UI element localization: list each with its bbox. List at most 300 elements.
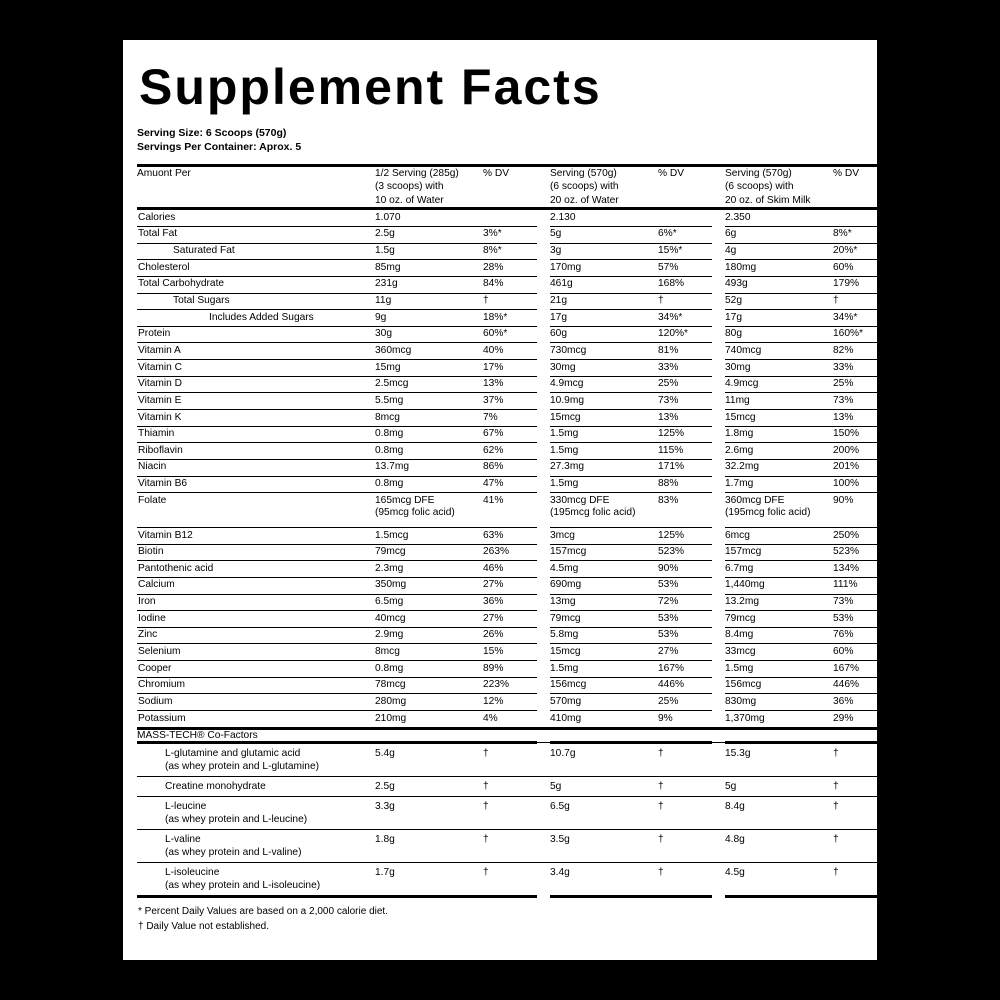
table-row xyxy=(137,276,887,293)
col3-dv: 8%* xyxy=(833,226,887,243)
table-row xyxy=(137,260,887,277)
col1-dv: 18%* xyxy=(483,310,537,327)
col3-amount: 4g xyxy=(725,243,833,260)
cofactor-row xyxy=(137,742,887,776)
col2-dv: 53% xyxy=(658,627,712,644)
nutrient-name: Pantothenic acid xyxy=(137,561,375,578)
col2-amount: 461g xyxy=(550,276,658,293)
cofactor-name: L-glutamine and glutamic acid (as whey protein and L-glutamine) xyxy=(137,742,375,776)
nutrient-name: Iron xyxy=(137,594,375,611)
col3-amount: 15mcg xyxy=(725,410,833,427)
col1-dv: 17% xyxy=(483,360,537,377)
nutrient-name: Biotin xyxy=(137,544,375,561)
col3-dv: 446% xyxy=(833,677,887,694)
col3-amount: 5g xyxy=(725,776,833,796)
col1-amount: 2.3mg xyxy=(375,561,483,578)
col1-amount: 165mcg DFE (95mcg folic acid) xyxy=(375,493,483,522)
col2-amount: 170mg xyxy=(550,260,658,277)
col3-amount: 79mcg xyxy=(725,611,833,628)
col3-dv: 13% xyxy=(833,410,887,427)
table-row xyxy=(137,561,887,578)
col1-amount: 5.5mg xyxy=(375,393,483,410)
table-row xyxy=(137,594,887,611)
col3-dv: 523% xyxy=(833,544,887,561)
col3-dv: 111% xyxy=(833,577,887,594)
col2-dv: 171% xyxy=(658,459,712,476)
col2-dv: 446% xyxy=(658,677,712,694)
col3-amount: 180mg xyxy=(725,260,833,277)
col2-dv: 115% xyxy=(658,443,712,460)
cofactor-name: L-valine (as whey protein and L-valine) xyxy=(137,829,375,862)
table-row xyxy=(137,410,887,427)
col1-dv: 8%* xyxy=(483,243,537,260)
col2-dv: 53% xyxy=(658,577,712,594)
col3-dv: † xyxy=(833,829,887,862)
supplement-facts-panel xyxy=(137,59,865,934)
col1-dv: 60%* xyxy=(483,326,537,343)
col2-dv: 25% xyxy=(658,694,712,711)
nutrient-name: Vitamin D xyxy=(137,376,375,393)
col1-dv: 40% xyxy=(483,343,537,360)
col1-dv: 3%* xyxy=(483,226,537,243)
col3-dv: 134% xyxy=(833,561,887,578)
col1-dv: 7% xyxy=(483,410,537,427)
col1-amount: 78mcg xyxy=(375,677,483,694)
col1-amount: 0.8mg xyxy=(375,476,483,493)
col3-dv: 90% xyxy=(833,493,887,522)
nutrient-name: Saturated Fat xyxy=(137,243,375,260)
col1-dv: † xyxy=(483,863,537,897)
col2-dv: 73% xyxy=(658,393,712,410)
column-1-dv-heading: % DV xyxy=(483,167,510,179)
col1-dv: 41% xyxy=(483,493,537,522)
col3-amount: 157mcg xyxy=(725,544,833,561)
col3-dv: 73% xyxy=(833,594,887,611)
nutrient-name: Calories xyxy=(137,209,375,227)
col3-dv: † xyxy=(833,796,887,829)
col1-dv: 223% xyxy=(483,677,537,694)
col3-dv: † xyxy=(833,293,887,310)
col3-dv: 20%* xyxy=(833,243,887,260)
col2-dv: 125% xyxy=(658,528,712,545)
col1-dv: † xyxy=(483,796,537,829)
table-row xyxy=(137,293,887,310)
col2-dv: 83% xyxy=(658,493,712,522)
col3-amount: 17g xyxy=(725,310,833,327)
col2-dv: 6%* xyxy=(658,226,712,243)
col2-dv: 125% xyxy=(658,426,712,443)
col3-dv: 73% xyxy=(833,393,887,410)
col2-dv: 523% xyxy=(658,544,712,561)
col1-amount: 8mcg xyxy=(375,410,483,427)
col2-amount: 27.3mg xyxy=(550,459,658,476)
col1-dv: † xyxy=(483,776,537,796)
col2-amount: 3mcg xyxy=(550,528,658,545)
cofactor-row xyxy=(137,796,887,829)
col3-amount: 1,440mg xyxy=(725,577,833,594)
col1-dv: 12% xyxy=(483,694,537,711)
nutrient-name: Vitamin E xyxy=(137,393,375,410)
col2-amount: 2.130 xyxy=(550,209,658,227)
col2-amount: 3g xyxy=(550,243,658,260)
col3-dv: † xyxy=(833,776,887,796)
table-row xyxy=(137,627,887,644)
col3-amount: 52g xyxy=(725,293,833,310)
col3-amount: 156mcg xyxy=(725,677,833,694)
col3-amount: 493g xyxy=(725,276,833,293)
col2-amount: 410mg xyxy=(550,711,658,729)
col3-amount: 13.2mg xyxy=(725,594,833,611)
col2-dv: 167% xyxy=(658,661,712,678)
table-row xyxy=(137,661,887,678)
amount-per-label: Amuont Per xyxy=(137,167,191,179)
nutrition-table-body xyxy=(137,164,887,898)
col3-amount: 15.3g xyxy=(725,742,833,776)
col3-dv: 150% xyxy=(833,426,887,443)
col3-amount: 1.5mg xyxy=(725,661,833,678)
col1-dv: † xyxy=(483,293,537,310)
table-row xyxy=(137,711,887,729)
col3-dv: 25% xyxy=(833,376,887,393)
col2-dv: 81% xyxy=(658,343,712,360)
nutrient-name: Selenium xyxy=(137,644,375,661)
col1-amount: 40mcg xyxy=(375,611,483,628)
rule-bottom xyxy=(137,897,887,899)
col2-amount: 10.7g xyxy=(550,742,658,776)
cofactor-row xyxy=(137,863,887,897)
page-title: Supplement Facts xyxy=(139,59,602,115)
nutrient-name: Niacin xyxy=(137,459,375,476)
col1-dv: † xyxy=(483,829,537,862)
table-row xyxy=(137,459,887,476)
col1-amount: 360mcg xyxy=(375,343,483,360)
col2-dv: 120%* xyxy=(658,326,712,343)
col1-amount: 1.5mcg xyxy=(375,528,483,545)
table-row xyxy=(137,376,887,393)
col2-amount: 1.5mg xyxy=(550,661,658,678)
col1-dv: 13% xyxy=(483,376,537,393)
col1-dv: 28% xyxy=(483,260,537,277)
col3-amount: 830mg xyxy=(725,694,833,711)
nutrient-name: Vitamin B6 xyxy=(137,476,375,493)
cofactor-name: L-isoleucine (as whey protein and L-isoleucine) xyxy=(137,863,375,897)
col1-amount: 1.8g xyxy=(375,829,483,862)
col3-amount: 6.7mg xyxy=(725,561,833,578)
col2-dv: 33% xyxy=(658,360,712,377)
table-row xyxy=(137,243,887,260)
col1-dv: 27% xyxy=(483,577,537,594)
col2-amount: 13mg xyxy=(550,594,658,611)
col1-dv: 263% xyxy=(483,544,537,561)
col2-amount: 1.5mg xyxy=(550,476,658,493)
col3-dv: 53% xyxy=(833,611,887,628)
col1-amount: 280mg xyxy=(375,694,483,711)
column-2-heading: Serving (570g) (6 scoops) with 20 oz. of Water xyxy=(550,167,619,206)
col2-amount: 21g xyxy=(550,293,658,310)
col2-amount: 690mg xyxy=(550,577,658,594)
table-row xyxy=(137,343,887,360)
col3-dv: 100% xyxy=(833,476,887,493)
col1-amount: 9g xyxy=(375,310,483,327)
col2-amount: 60g xyxy=(550,326,658,343)
col2-amount: 15mcg xyxy=(550,410,658,427)
col2-dv: † xyxy=(658,776,712,796)
col3-dv: 167% xyxy=(833,661,887,678)
table-row xyxy=(137,393,887,410)
col1-dv: 63% xyxy=(483,528,537,545)
col2-dv: 72% xyxy=(658,594,712,611)
col3-dv: † xyxy=(833,742,887,776)
nutrient-name: Vitamin B12 xyxy=(137,528,375,545)
col3-amount: 8.4g xyxy=(725,796,833,829)
table-row xyxy=(137,226,887,243)
col3-dv: 201% xyxy=(833,459,887,476)
nutrient-name: Vitamin C xyxy=(137,360,375,377)
col2-amount: 1.5mg xyxy=(550,426,658,443)
col1-dv: 27% xyxy=(483,611,537,628)
column-3-dv-heading: % DV xyxy=(833,167,860,179)
col2-dv: † xyxy=(658,796,712,829)
col1-amount: 1.5g xyxy=(375,243,483,260)
table-row xyxy=(137,577,887,594)
col1-amount: 2.9mg xyxy=(375,627,483,644)
col2-dv: 168% xyxy=(658,276,712,293)
table-row xyxy=(137,493,887,522)
col3-amount: 8.4mg xyxy=(725,627,833,644)
column-3-heading: Serving (570g) (6 scoops) with 20 oz. of Skim Milk xyxy=(725,167,811,206)
col1-dv: 86% xyxy=(483,459,537,476)
col2-amount: 5g xyxy=(550,226,658,243)
nutrient-name: Total Carbohydrate xyxy=(137,276,375,293)
column-2-dv-heading: % DV xyxy=(658,167,685,179)
col1-amount: 3.3g xyxy=(375,796,483,829)
col1-dv: 84% xyxy=(483,276,537,293)
col1-amount: 0.8mg xyxy=(375,443,483,460)
col3-amount: 1.8mg xyxy=(725,426,833,443)
footnote-dv-not-established: † Daily Value not established. xyxy=(138,921,270,933)
col3-amount: 360mcg DFE (195mcg folic acid) xyxy=(725,493,833,522)
col1-amount: 1.070 xyxy=(375,209,483,227)
nutrient-name: Cooper xyxy=(137,661,375,678)
nutrient-name: Protein xyxy=(137,326,375,343)
col3-dv: 29% xyxy=(833,711,887,729)
col3-dv: 200% xyxy=(833,443,887,460)
col1-amount: 231g xyxy=(375,276,483,293)
nutrient-name: Sodium xyxy=(137,694,375,711)
col2-amount: 5.8mg xyxy=(550,627,658,644)
col2-amount: 15mcg xyxy=(550,644,658,661)
col1-amount: 210mg xyxy=(375,711,483,729)
table-row xyxy=(137,326,887,343)
col2-amount: 730mcg xyxy=(550,343,658,360)
col3-dv: 82% xyxy=(833,343,887,360)
col1-amount: 5.4g xyxy=(375,742,483,776)
col2-amount: 3.5g xyxy=(550,829,658,862)
col2-amount: 5g xyxy=(550,776,658,796)
col2-amount: 3.4g xyxy=(550,863,658,897)
col3-dv: 160%* xyxy=(833,326,887,343)
col1-dv: † xyxy=(483,742,537,776)
col3-amount: 740mcg xyxy=(725,343,833,360)
col3-dv: 33% xyxy=(833,360,887,377)
col2-dv: † xyxy=(658,742,712,776)
nutrient-name: Calcium xyxy=(137,577,375,594)
serving-size: Serving Size: 6 Scoops (570g) xyxy=(137,127,287,139)
col1-amount: 13.7mg xyxy=(375,459,483,476)
nutrient-name: Total Sugars xyxy=(137,293,375,310)
col1-dv: 67% xyxy=(483,426,537,443)
table-row xyxy=(137,209,887,227)
col3-amount: 6g xyxy=(725,226,833,243)
col1-dv xyxy=(483,209,537,227)
col3-amount: 1.7mg xyxy=(725,476,833,493)
col2-amount: 330mcg DFE (195mcg folic acid) xyxy=(550,493,658,522)
col3-amount: 80g xyxy=(725,326,833,343)
col3-dv xyxy=(833,209,887,227)
col2-amount: 4.9mcg xyxy=(550,376,658,393)
cofactor-row xyxy=(137,776,887,796)
col2-dv: † xyxy=(658,829,712,862)
col2-amount: 1.5mg xyxy=(550,443,658,460)
col3-dv: 34%* xyxy=(833,310,887,327)
col3-dv: 76% xyxy=(833,627,887,644)
cofactor-row xyxy=(137,829,887,862)
col1-amount: 2.5mcg xyxy=(375,376,483,393)
col3-dv: 60% xyxy=(833,260,887,277)
col2-dv: 13% xyxy=(658,410,712,427)
nutrient-name: Includes Added Sugars xyxy=(137,310,375,327)
col2-dv: 34%* xyxy=(658,310,712,327)
footnote-daily-values: * Percent Daily Values are based on a 2,000 calorie diet. xyxy=(138,906,388,918)
col1-dv: 89% xyxy=(483,661,537,678)
col1-amount: 350mg xyxy=(375,577,483,594)
col2-dv xyxy=(658,209,712,227)
cofactor-name: Creatine monohydrate xyxy=(137,776,375,796)
col3-amount: 32.2mg xyxy=(725,459,833,476)
col3-amount: 2.350 xyxy=(725,209,833,227)
servings-per-container: Servings Per Container: Aprox. 5 xyxy=(137,141,302,154)
serving-info xyxy=(137,126,865,155)
col2-dv: † xyxy=(658,863,712,897)
col1-dv: 37% xyxy=(483,393,537,410)
col1-amount: 85mg xyxy=(375,260,483,277)
cofactors-heading: MASS-TECH® Co-Factors xyxy=(137,728,375,742)
nutrient-name: Folate xyxy=(137,493,375,522)
col3-amount: 4.9mcg xyxy=(725,376,833,393)
col3-amount: 2.6mg xyxy=(725,443,833,460)
cofactors-heading-row xyxy=(137,728,887,742)
col2-dv: 25% xyxy=(658,376,712,393)
table-row xyxy=(137,544,887,561)
col1-dv: 62% xyxy=(483,443,537,460)
col1-amount: 6.5mg xyxy=(375,594,483,611)
nutrient-name: Zinc xyxy=(137,627,375,644)
col2-amount: 570mg xyxy=(550,694,658,711)
col1-amount: 15mg xyxy=(375,360,483,377)
table-row xyxy=(137,310,887,327)
col1-amount: 30g xyxy=(375,326,483,343)
col2-amount: 79mcg xyxy=(550,611,658,628)
col1-amount: 2.5g xyxy=(375,776,483,796)
col2-amount: 157mcg xyxy=(550,544,658,561)
col2-dv: 53% xyxy=(658,611,712,628)
col1-amount: 11g xyxy=(375,293,483,310)
column-1-heading: 1/2 Serving (285g) (3 scoops) with 10 oz. of Water xyxy=(375,167,459,206)
col1-dv: 36% xyxy=(483,594,537,611)
col2-dv: 27% xyxy=(658,644,712,661)
table-row xyxy=(137,528,887,545)
col3-dv: † xyxy=(833,863,887,897)
col1-dv: 46% xyxy=(483,561,537,578)
nutrient-name: Riboflavin xyxy=(137,443,375,460)
col1-amount: 79mcg xyxy=(375,544,483,561)
col2-amount: 6.5g xyxy=(550,796,658,829)
col3-amount: 11mg xyxy=(725,393,833,410)
col3-amount: 33mcg xyxy=(725,644,833,661)
col1-amount: 0.8mg xyxy=(375,661,483,678)
col3-dv: 60% xyxy=(833,644,887,661)
cofactor-name: L-leucine (as whey protein and L-leucine) xyxy=(137,796,375,829)
nutrient-name: Vitamin A xyxy=(137,343,375,360)
col1-amount: 2.5g xyxy=(375,226,483,243)
col3-amount: 4.8g xyxy=(725,829,833,862)
col1-dv: 26% xyxy=(483,627,537,644)
col3-dv: 179% xyxy=(833,276,887,293)
col2-amount: 4.5mg xyxy=(550,561,658,578)
col3-amount: 4.5g xyxy=(725,863,833,897)
col1-dv: 47% xyxy=(483,476,537,493)
col2-dv: 15%* xyxy=(658,243,712,260)
table-row xyxy=(137,360,887,377)
nutrient-name: Vitamin K xyxy=(137,410,375,427)
col1-amount: 8mcg xyxy=(375,644,483,661)
col2-dv: † xyxy=(658,293,712,310)
footnotes xyxy=(137,904,865,934)
col2-amount: 156mcg xyxy=(550,677,658,694)
col3-dv: 250% xyxy=(833,528,887,545)
col2-dv: 90% xyxy=(658,561,712,578)
col2-amount: 30mg xyxy=(550,360,658,377)
col1-dv: 15% xyxy=(483,644,537,661)
supplement-facts-page xyxy=(123,40,877,960)
col1-amount: 1.7g xyxy=(375,863,483,897)
col3-amount: 6mcg xyxy=(725,528,833,545)
nutrition-table xyxy=(137,164,887,898)
nutrient-name: Potassium xyxy=(137,711,375,729)
col3-dv: 36% xyxy=(833,694,887,711)
table-row xyxy=(137,694,887,711)
col2-amount: 17g xyxy=(550,310,658,327)
table-row xyxy=(137,611,887,628)
table-row xyxy=(137,644,887,661)
col2-dv: 57% xyxy=(658,260,712,277)
col2-dv: 9% xyxy=(658,711,712,729)
col3-amount: 1,370mg xyxy=(725,711,833,729)
col2-dv: 88% xyxy=(658,476,712,493)
nutrient-name: Cholesterol xyxy=(137,260,375,277)
nutrient-name: Iodine xyxy=(137,611,375,628)
col1-dv: 4% xyxy=(483,711,537,729)
table-row xyxy=(137,677,887,694)
nutrient-name: Total Fat xyxy=(137,226,375,243)
nutrient-name: Thiamin xyxy=(137,426,375,443)
col3-amount: 30mg xyxy=(725,360,833,377)
table-row xyxy=(137,476,887,493)
column-headers xyxy=(137,165,887,207)
table-row xyxy=(137,426,887,443)
table-row xyxy=(137,443,887,460)
col1-amount: 0.8mg xyxy=(375,426,483,443)
